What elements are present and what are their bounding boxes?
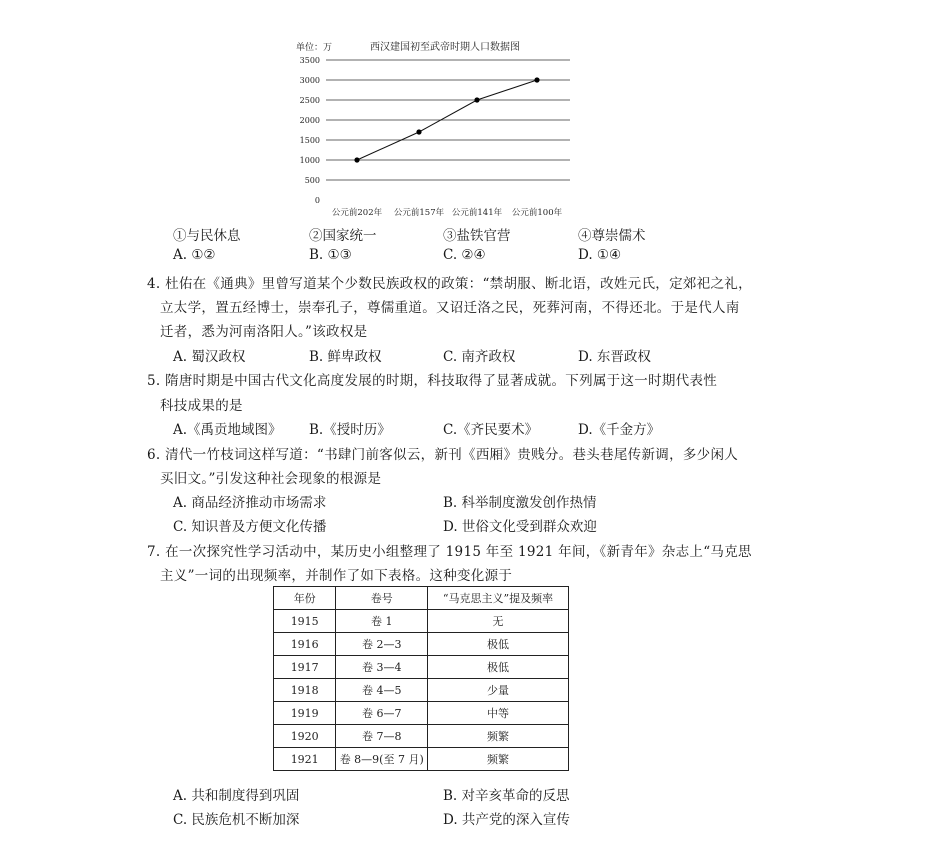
table-cell: 卷 4—5 xyxy=(336,679,428,702)
x-tick-label: 公元前100年 xyxy=(511,208,563,218)
table-cell: 极低 xyxy=(428,656,569,679)
q4-line-1: 4. 杜佑在《通典》里曾写道某个少数民族政权的政策：“禁胡服、断北语，改姓元氏，定郊祀之礼， xyxy=(147,276,752,292)
chart-gridlines xyxy=(326,60,570,180)
q4-option-b[interactable]: B. 鲜卑政权 xyxy=(309,349,382,365)
q5-line-2: 科技成果的是 xyxy=(160,398,243,414)
table-cell: 频繁 xyxy=(428,725,569,748)
x-tick-label: 公元前202年 xyxy=(331,208,383,218)
q7-option-a[interactable]: A. 共和制度得到巩固 xyxy=(173,788,300,804)
q6-line-1: 6. 清代一竹枝词这样写道：“书肆门前客似云，新刊《西厢》贵贱分。巷头巷尾传新调，多少闲人 xyxy=(147,447,739,463)
q5-option-b[interactable]: B.《授时历》 xyxy=(309,422,391,438)
q4-line-2: 立太学，置五经博士，崇奉孔子，尊儒重道。又诏迁洛之民，死葬河南，不得还北。于是代人南 xyxy=(160,300,740,316)
q5-option-c[interactable]: C.《齐民要术》 xyxy=(443,422,539,438)
q3-option-c[interactable]: C. ②④ xyxy=(443,247,486,263)
table-cell: 卷 3—4 xyxy=(336,656,428,679)
table-cell: 1916 xyxy=(274,633,336,656)
y-tick-label: 500 xyxy=(304,176,320,185)
q6-option-c[interactable]: C. 知识普及方便文化传播 xyxy=(173,519,327,535)
table-cell: 卷 1 xyxy=(336,610,428,633)
q5-option-d[interactable]: D.《千金方》 xyxy=(578,422,661,438)
q6-option-a[interactable]: A. 商品经济推动市场需求 xyxy=(173,495,327,511)
data-point xyxy=(534,77,539,82)
q6-option-b[interactable]: B. 科举制度激发创作热情 xyxy=(443,495,597,511)
table-cell: 1917 xyxy=(274,656,336,679)
table-row xyxy=(274,610,569,633)
q3-item-3: ③盐铁官营 xyxy=(443,228,511,244)
q6-line-2: 买旧文。”引发这种社会现象的根源是 xyxy=(160,471,382,487)
table-cell: 卷 8—9(至 7 月) xyxy=(336,748,428,771)
table-cell: 极低 xyxy=(428,633,569,656)
table-row xyxy=(274,725,569,748)
q4-option-c[interactable]: C. 南齐政权 xyxy=(443,349,516,365)
q4-option-d[interactable]: D. 东晋政权 xyxy=(578,349,651,365)
table-cell: 卷 2—3 xyxy=(336,633,428,656)
table-cell: 少量 xyxy=(428,679,569,702)
y-tick-label: 0 xyxy=(314,196,320,205)
table-header-frequency: “马克思主义”提及频率 xyxy=(428,587,569,610)
q3-item-1: ①与民休息 xyxy=(173,228,241,244)
q7-line-2: 主义”一词的出现频率，并制作了如下表格。这种变化源于 xyxy=(160,568,513,584)
marxism-frequency-table xyxy=(273,586,569,771)
q7-line-1: 7. 在一次探究性学习活动中，某历史小组整理了 1915 年至 1921 年间，《新青年》杂志上“马克思 xyxy=(147,544,752,560)
table-cell: 卷 6—7 xyxy=(336,702,428,725)
q3-option-b[interactable]: B. ①③ xyxy=(309,247,352,263)
table-row xyxy=(274,702,569,725)
q3-option-d[interactable]: D. ①④ xyxy=(578,247,622,263)
q7-option-c[interactable]: C. 民族危机不断加深 xyxy=(173,812,300,828)
table-row xyxy=(274,748,569,771)
y-tick-label: 3500 xyxy=(299,56,320,65)
x-tick-label: 公元前141年 xyxy=(451,208,503,218)
q3-item-2: ②国家统一 xyxy=(309,228,377,244)
table-cell: 卷 7—8 xyxy=(336,725,428,748)
population-line-chart xyxy=(280,36,580,222)
table-cell: 频繁 xyxy=(428,748,569,771)
chart-title: 西汉建国初至武帝时期人口数据图 xyxy=(370,42,520,53)
y-tick-label: 3000 xyxy=(299,76,320,85)
q3-item-4: ④尊崇儒术 xyxy=(578,228,646,244)
table-cell: 1919 xyxy=(274,702,336,725)
chart-y-tick-labels xyxy=(300,56,320,205)
q3-option-a[interactable]: A. ①② xyxy=(173,247,216,263)
table-cell: 1918 xyxy=(274,679,336,702)
q4-line-3: 迁者，悉为河南洛阳人。”该政权是 xyxy=(160,324,368,340)
table-cell: 中等 xyxy=(428,702,569,725)
y-tick-label: 1500 xyxy=(299,136,320,145)
table-cell: 1921 xyxy=(274,748,336,771)
q7-option-b[interactable]: B. 对辛亥革命的反思 xyxy=(443,788,570,804)
table-cell: 无 xyxy=(428,610,569,633)
q6-option-d[interactable]: D. 世俗文化受到群众欢迎 xyxy=(443,519,597,535)
x-tick-label: 公元前157年 xyxy=(393,208,445,218)
table-row xyxy=(274,633,569,656)
table-header-year: 年份 xyxy=(274,587,336,610)
y-tick-label: 2500 xyxy=(299,96,320,105)
table-cell: 1920 xyxy=(274,725,336,748)
chart-unit-label: 单位：万 xyxy=(296,43,333,53)
data-point xyxy=(416,129,421,134)
q5-line-1: 5. 隋唐时期是中国古代文化高度发展的时期，科技取得了显著成就。下列属于这一时期代表性 xyxy=(147,373,718,389)
chart-x-tick-labels xyxy=(332,207,563,218)
q5-option-a[interactable]: A.《禹贡地域图》 xyxy=(173,422,282,438)
table-row xyxy=(274,679,569,702)
table-header-volume: 卷号 xyxy=(336,587,428,610)
table-cell: 1915 xyxy=(274,610,336,633)
data-point xyxy=(354,157,359,162)
y-tick-label: 1000 xyxy=(299,156,320,165)
data-point xyxy=(474,97,479,102)
table-header-row xyxy=(274,587,569,610)
q7-option-d[interactable]: D. 共产党的深入宣传 xyxy=(443,812,570,828)
y-tick-label: 2000 xyxy=(299,116,320,125)
table-row xyxy=(274,656,569,679)
q4-option-a[interactable]: A. 蜀汉政权 xyxy=(173,349,246,365)
